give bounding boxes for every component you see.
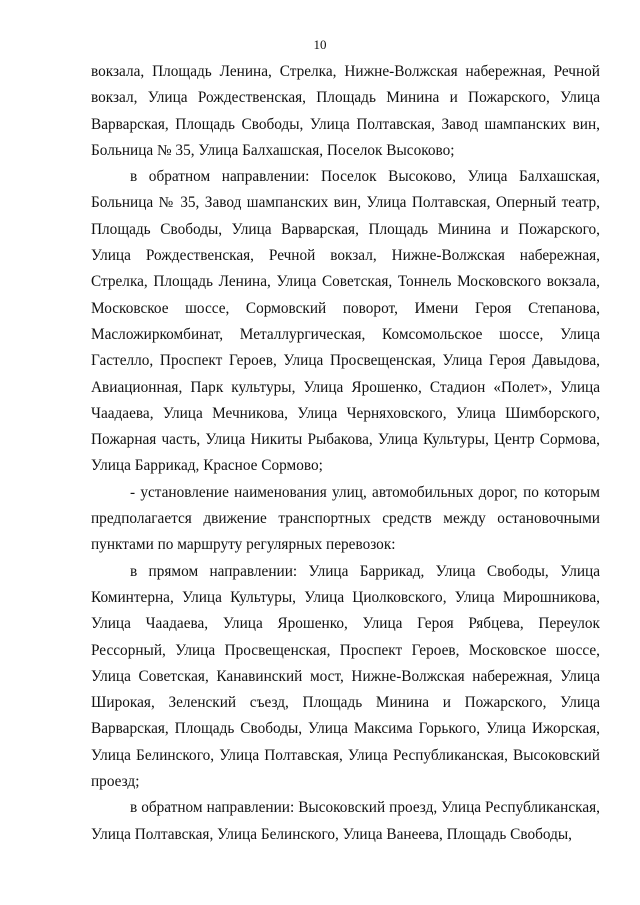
- document-body: [91, 59, 600, 848]
- paragraph-reverse-direction-streets: в обратном направлении: Высоковский проезд, Улица Республиканская, Улица Полтавская, Улица Белинского, Улица Ванеева, Площадь Свободы,: [91, 799, 600, 843]
- paragraph-reverse-direction-stops: в обратном направлении: Поселок Высоково, Улица Балхашская, Больница № 35, Завод шампанских вин, Улица Полтавская, Оперный театр, Площадь Свободы, Улица Варварская, Площадь Минина и Пожарского, Улица Рождественская, Речной вокзал, Нижне-Волжская набережная, Стрелка, Площадь Ленина, Улица Советская, Тоннель Московского вокзала, Московское шоссе, Сормовский поворот, Имени Героя Степанова, Масложиркомбинат, Металлургическая, Комсомольское шоссе, Улица Гастелло, Проспект Героев, Улица Просвещенская, Улица Героя Давыдова, Авиационная, Парк культуры, Улица Ярошенко, Стадион «Полет», Улица Чаадаева, Улица Мечникова, Улица Черняховского, Улица Шимборского, Пожарная часть, Улица Никиты Рыбакова, Улица Культуры, Центр Сормова, Улица Баррикад, Красное Сормово;: [91, 168, 600, 475]
- page-number: 10: [313, 37, 327, 52]
- paragraph-street-names-heading: - установление наименования улиц, автомобильных дорог, по которым предполагается движение транспортных средств между остановочными пунктами по маршруту регулярных перевозок:: [91, 483, 600, 554]
- paragraph-forward-direction-streets: в прямом направлении: Улица Баррикад, Улица Свободы, Улица Коминтерна, Улица Культуры, Улица Циолковского, Улица Мирошникова, Улица Чаадаева, Улица Ярошенко, Улица Героя Рябцева, Переулок Рессорный, Улица Просвещенская, Проспект Героев, Московское шоссе, Улица Советская, Канавинский мост, Нижне-Волжская набережная, Улица Широкая, Зеленский съезд, Площадь Минина и Пожарского, Улица Варварская, Площадь Свободы, Улица Максима Горького, Улица Ижорская, Улица Белинского, Улица Полтавская, Улица Республиканская, Высоковский проезд;: [91, 562, 600, 791]
- paragraph-route-continuation: вокзала, Площадь Ленина, Стрелка, Нижне-Волжская набережная, Речной вокзал, Улица Рождественская, Площадь Минина и Пожарского, Улица Варварская, Площадь Свободы, Улица Полтавская, Завод шампанских вин, Больница № 35, Улица Балхашская, Поселок Высоково;: [91, 63, 600, 159]
